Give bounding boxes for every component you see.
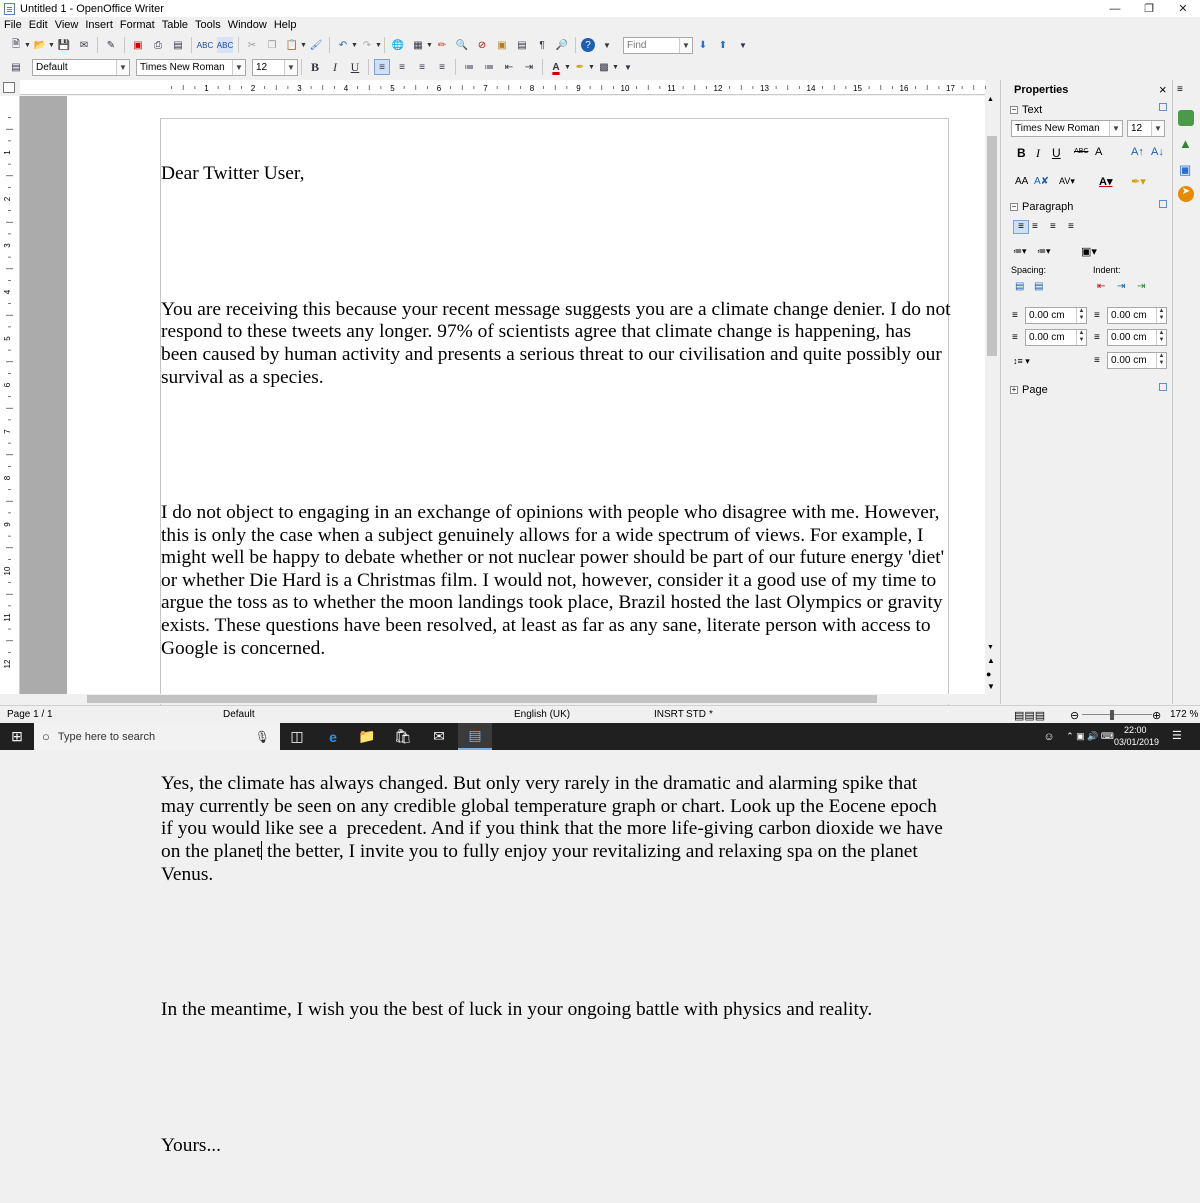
background-color-icon[interactable]: ▩ [599,61,609,73]
print-icon[interactable]: ⎙ [154,39,162,51]
chevron-down-icon[interactable]: ▼ [284,60,297,75]
chevron-down-icon[interactable]: ▼ [679,38,692,53]
paragraph-background-icon[interactable]: ▣▾ [1081,246,1097,258]
indent-before-value: 0.00 cm [1111,310,1147,321]
font-size-value: 12 [256,61,268,73]
ruler-number: 10 [620,84,630,93]
grow-font-icon[interactable]: A↑ [1131,146,1144,158]
minimize-button[interactable]: — [1109,2,1121,15]
ruler-number: 7 [483,84,488,93]
font-color-icon[interactable]: A [552,61,560,73]
properties-sidebar [1000,80,1172,704]
export-pdf-icon[interactable]: ▣ [133,39,143,51]
ruler-number: 1 [204,84,209,93]
align-center-icon[interactable]: ≡ [399,61,405,73]
tab-stop-selector[interactable] [3,82,15,93]
show-draw-functions-icon[interactable]: ✏ [437,39,447,51]
decrease-spacing-icon[interactable]: ▤ [1034,281,1044,292]
page-count: Page 1 / 1 [7,709,53,720]
copy-icon[interactable]: ❐ [267,39,277,51]
navigator-tab-icon[interactable]: ➤ [1178,186,1194,202]
clock-date[interactable]: 03/01/2019 [1114,737,1160,747]
font-size-select[interactable] [252,59,298,76]
spacing-above-value: 0.00 cm [1029,310,1065,321]
taskbar-search-box[interactable] [34,723,280,750]
new-document-icon[interactable]: 🗎 [11,38,21,50]
zoom-slider-handle[interactable] [1110,710,1114,720]
insert-mode[interactable]: INSRT [654,709,684,720]
zoom-percent[interactable]: 172 % [1170,709,1199,720]
navigation-icon[interactable]: ● [986,669,992,679]
store-icon[interactable]: 🛍 [394,728,412,744]
title-bar [0,0,1200,17]
font-name-value: Times New Roman [140,61,225,73]
spin-icon[interactable]: ▲ ▼ [1156,308,1166,323]
justify-icon[interactable]: ≡ [439,61,445,73]
scroll-up-icon[interactable]: ▲ [987,96,994,103]
status-bar [0,705,1200,723]
language[interactable]: English (UK) [514,709,571,720]
highlighting-icon[interactable]: ✒ [575,61,585,73]
redo-icon[interactable]: ↷ [362,39,372,51]
first-line-indent-icon: ≡ [1094,355,1100,366]
horizontal-scroll-thumb[interactable] [87,695,877,703]
horizontal-scrollbar[interactable] [67,694,985,704]
page-section-header[interactable] [1010,384,1048,396]
sidebar-font-size-value: 12 [1131,123,1143,134]
file-explorer-icon[interactable]: 📁 [358,728,376,744]
ruler-number: 9 [3,522,12,527]
ruler-number: 2 [250,84,256,93]
menu-file[interactable]: File [4,19,22,31]
ruler-number: 8 [529,84,535,93]
window-title: Untitled 1 - OpenOffice Writer [20,2,164,15]
table-icon[interactable]: ▦ [413,39,423,51]
sidebar-menu-icon[interactable]: ≡ [1177,84,1183,95]
open-folder-icon[interactable]: 📂 [33,39,47,51]
bold-icon[interactable]: B [310,59,319,74]
ruler-number: 6 [3,382,12,388]
ruler-number: 5 [390,84,395,93]
sidebar-italic-icon[interactable]: I [1036,146,1040,160]
menu-window[interactable]: Window [227,19,267,31]
openoffice-writer-taskbar-icon[interactable]: ▤ [458,723,492,750]
increase-spacing-icon[interactable]: ▤ [1015,281,1025,292]
text-section-label: Text [1022,104,1043,116]
notifications-icon[interactable]: ☰ [1172,730,1182,742]
paragraph-closing[interactable]: Yours... [161,1134,221,1156]
bullets-icon[interactable]: ≔ [484,61,494,73]
close-window-button[interactable]: ✕ [1178,3,1188,15]
before-indent-icon: ≡ [1094,310,1100,321]
find-previous-icon[interactable]: ⬆ [718,39,728,51]
chevron-down-icon[interactable]: ▼ [1109,121,1122,136]
hanging-indent-icon[interactable]: ⇥ [1137,281,1146,292]
toolbar-overflow-icon[interactable]: ▼ [603,40,611,50]
sidebar-deck-tabs [1172,80,1200,704]
align-left-icon[interactable]: ≡ [374,59,390,75]
strikethrough-icon[interactable]: ABC [1074,148,1089,155]
spacing-below-value: 0.00 cm [1029,332,1065,343]
spacing-label: Spacing: [1011,265,1047,275]
clear-formatting-icon[interactable]: A✘ [1034,176,1050,187]
spin-icon[interactable]: ▲ ▼ [1156,353,1166,368]
styles-formatting-icon[interactable]: ▤ [11,61,21,73]
gallery-icon[interactable]: ▣ [497,39,507,51]
navigator-icon[interactable]: ⊘ [477,39,487,51]
line-spacing-icon[interactable]: ↕≡ ▾ [1013,356,1030,366]
numbering-icon[interactable]: ≔ [464,61,474,73]
indent-after-input[interactable] [1107,329,1167,346]
edge-browser-icon[interactable]: e [329,728,337,745]
search-icon: ○ [42,729,50,744]
find-input[interactable] [623,37,693,54]
vertical-ruler-ticks [0,96,20,694]
more-options-icon[interactable] [1159,383,1167,391]
paragraph-4[interactable]: In the meantime, I wish you the best of luck in your ongoing battle with physics and reality. [161,999,873,1021]
gallery-tab-icon[interactable]: ▣ [1179,162,1192,177]
indent-after-value: 0.00 cm [1111,332,1147,343]
scroll-down-icon[interactable]: ▼ [987,644,994,651]
autospellcheck-icon[interactable]: ABC [217,37,233,53]
sidebar-align-center-icon[interactable]: ≡ [1032,221,1038,232]
formatting-toolbar: ▤ Default ▼ Times New Roman ▼ 12 ▼ B I U ≡ ≡ ≡ ≡ ≔ ≔ ⇤ ⇥ A ▼ ✒ ▼ ▩ ▼ ▼ [0,56,1200,78]
vertical-ruler[interactable] [0,96,20,694]
spin-icon[interactable]: ▲ ▼ [1076,308,1086,323]
close-sidebar-icon[interactable]: × [1159,82,1167,97]
ruler-number: 14 [806,84,816,93]
sidebar-align-left-icon[interactable]: ≡ [1013,220,1029,234]
horizontal-ruler[interactable] [20,80,985,95]
people-icon[interactable]: ☺ [1043,730,1055,743]
mail-icon[interactable]: ✉ [433,728,445,744]
clone-formatting-icon[interactable]: 🖌 [309,39,323,51]
microphone-icon[interactable]: 🎙 [254,729,270,744]
chevron-down-icon[interactable]: ▼ [116,60,129,75]
ruler-number: 4 [343,84,349,93]
ruler-number: 9 [576,84,581,93]
zoom-out-icon[interactable]: ⊖ [1070,710,1080,722]
paragraph-blank [161,231,951,254]
paragraph-blank [161,931,951,954]
menu-insert[interactable]: Insert [85,19,113,31]
help-icon[interactable]: ? [581,38,595,52]
ruler-number: 3 [3,243,12,248]
paragraph-section-label: Paragraph [1022,201,1074,213]
zoom-slider[interactable] [1082,714,1152,715]
font-name-select[interactable] [136,59,246,76]
decrease-indent-icon[interactable]: ⇤ [504,61,514,73]
zoom-icon[interactable]: 🔎 [555,39,569,51]
ruler-number: 1 [3,150,12,155]
first-line-indent-input[interactable] [1107,352,1167,369]
find-next-icon[interactable]: ⬇ [698,39,708,51]
sidebar-underline-icon[interactable]: U [1052,146,1061,160]
find-placeholder: Find [627,39,647,51]
ruler-number: 13 [760,84,769,93]
increase-indent-icon[interactable]: ⇥ [524,61,534,73]
menu-help[interactable]: Help [273,19,297,31]
ruler-number: 2 [3,196,12,202]
paragraph-3-part-a: Yes, the climate has always changed. But only very rarely in the dramatic and alarming spike that may currently be seen on any credible global temperature graph or chart. Look up the Eocene epoch if you would like see a precedent. And if you think that the more life-giving carbon dioxide we have on the planet [161,773,948,862]
cut-icon[interactable]: ✂ [247,39,257,51]
expand-icon[interactable]: + [1011,385,1017,394]
print-preview-icon[interactable]: ▤ [173,39,183,51]
selection-mode[interactable]: STD [686,709,706,720]
menu-tools[interactable]: Tools [195,19,221,31]
windows-start-icon[interactable]: ⊞ [11,728,23,744]
undo-icon[interactable]: ↶ [338,39,348,51]
horizontal-ruler-ticks [20,80,985,95]
more-options-icon[interactable] [1159,103,1167,111]
ruler-number: 12 [713,84,723,93]
collapse-icon[interactable]: − [1011,202,1017,211]
indent-label: Indent: [1093,265,1121,275]
text-section-header[interactable] [1010,104,1042,116]
ruler-number: 10 [3,566,12,576]
below-spacing-icon: ≡ [1012,332,1018,343]
styles-tab-icon[interactable]: ▲ [1179,136,1192,151]
underline-icon[interactable]: U [350,59,360,74]
ruler-number: 11 [667,84,676,93]
shrink-font-icon[interactable]: A↓ [1151,146,1164,158]
spellcheck-icon[interactable]: ABC [196,40,214,50]
clock-time[interactable]: 22:00 [1124,725,1147,735]
spin-icon[interactable]: ▲ ▼ [1076,330,1086,345]
paragraph-section-header[interactable] [1010,201,1073,213]
italic-icon[interactable]: I [333,59,337,74]
above-spacing-icon: ≡ [1012,310,1018,321]
document-body[interactable] [161,118,956,1203]
collapse-icon[interactable]: − [1011,105,1017,114]
menu-table[interactable]: Table [161,19,189,31]
save-icon[interactable]: 💾 [57,39,71,51]
chevron-down-icon[interactable]: ▼ [1151,121,1164,136]
data-sources-icon[interactable]: ▤ [517,39,527,51]
paragraph-blank [161,434,951,457]
sidebar-align-right-icon[interactable]: ≡ [1050,221,1056,232]
ruler-number: 5 [3,336,12,341]
ruler-number: 3 [297,84,302,93]
ruler-number: 15 [853,84,862,93]
ruler-number: 11 [3,613,12,622]
menu-bar [0,17,1200,33]
sidebar-justify-icon[interactable]: ≡ [1068,221,1074,232]
ruler-number: 8 [3,475,12,481]
paragraph-blank [161,1067,951,1090]
view-layout-icons[interactable]: ▤▤▤ [1014,710,1046,722]
chevron-down-icon[interactable]: ▼ [232,60,245,75]
spacing-below-input[interactable] [1025,329,1087,346]
paragraph-greeting[interactable]: Dear Twitter User, [161,163,305,185]
first-line-value: 0.00 cm [1111,355,1147,366]
edit-file-icon[interactable]: ✎ [106,39,116,51]
vertical-scroll-thumb[interactable] [987,136,997,356]
font-effects-icon[interactable]: AA [1015,176,1029,187]
ruler-number: 4 [3,289,12,295]
zoom-in-icon[interactable]: ⊕ [1152,710,1162,722]
sidebar-font-color-icon[interactable]: A▾ [1099,176,1113,188]
indent-before-input[interactable] [1107,307,1167,324]
ruler-number: 17 [946,84,955,93]
system-tray-icons[interactable]: ⌃ ▣ 🔊 ⌨ [1066,731,1114,741]
decrease-indent-sb-icon[interactable]: ⇥ [1117,281,1126,292]
ruler-number: 6 [436,84,442,93]
hyperlink-icon[interactable]: 🌐 [391,39,405,51]
sidebar-font-name-value: Times New Roman [1015,123,1100,134]
sidebar-highlight-icon[interactable]: ✒▾ [1131,176,1146,188]
shadow-icon[interactable]: A [1095,146,1103,158]
page-section-label: Page [1022,384,1048,396]
ruler-number: 12 [3,659,12,669]
standard-toolbar: 🗎 ▼ 📂 ▼ 💾 ✉ ✎ ▣ ⎙ ▤ ABC ABC ✂ ❐ 📋 ▼ 🖌 ↶ ▼ ↷ ▼ 🌐 ▦ ▼ ✏ 🔍 ⊘ ▣ ▤ ¶ 🔎 ? ▼ Find ▼ ⬇ ⬆ ▼ [0,34,1200,56]
paragraph-2[interactable]: I do not object to engaging in an exchange of opinions with people who disagree with me. However, this is only the case when a subject genuinely allows for a wide spectrum of views. For example, I might well be happy to debate whether or not nuclear power should be part of our future energy 'diet' or whether Die Hard is a Christmas film. I would not, however, consider it a good use of my time to argue the toss as to whether the moon landings took place, Brazil hosted the last Olympics or gravity exists. These questions have been resolved, at least as far as any sane, literate person with access to Google is concerned. [161,502,949,659]
after-indent-icon: ≡ [1094,332,1100,343]
page-margin-area [20,96,67,694]
increase-indent-sb-icon[interactable]: ⇤ [1097,281,1106,292]
paste-icon[interactable]: 📋 [285,39,299,51]
email-icon[interactable]: ✉ [79,39,89,51]
writer-app-icon [4,3,15,15]
sidebar-bold-icon[interactable]: B [1017,146,1026,160]
paragraph-3-part-b: the better, I invite you to fully enjoy your revitalizing and relaxing spa on the planet Venus. [161,841,923,885]
paragraph-style-select[interactable] [32,59,130,76]
formatting-marks-icon[interactable]: ¶ [539,39,545,51]
sidebar-bullets-icon[interactable]: ≔▾ [1013,246,1027,256]
sidebar-numbering-icon[interactable]: ≔▾ [1037,246,1051,256]
find-replace-icon[interactable]: 🔍 [455,39,469,51]
spin-icon[interactable]: ▲ ▼ [1156,330,1166,345]
ruler-number: 7 [3,429,12,434]
previous-page-icon[interactable]: ▲ [987,656,995,665]
spacing-above-input[interactable] [1025,307,1087,324]
restore-button[interactable]: ❐ [1144,3,1154,15]
vertical-scrollbar[interactable] [985,96,999,694]
next-page-icon[interactable]: ▼ [987,682,995,691]
align-right-icon[interactable]: ≡ [419,61,425,73]
sidebar-font-name[interactable] [1011,120,1123,137]
document-modified-icon: * [709,709,713,720]
ruler-number: 16 [899,84,909,93]
more-options-icon[interactable] [1159,200,1167,208]
windows-taskbar [0,723,1200,750]
search-placeholder: Type here to search [57,730,156,743]
sidebar-title: Properties [1014,84,1069,96]
paragraph-3[interactable] [161,773,951,886]
character-spacing-icon[interactable]: AV▾ [1059,176,1075,186]
formatting-overflow-icon[interactable]: ▼ [624,62,632,72]
page-style[interactable]: Default [223,709,255,720]
task-view-icon[interactable]: ◫ [290,728,304,744]
menu-edit[interactable]: Edit [28,19,48,31]
paragraph-1[interactable]: You are receiving this because your recent message suggests you are a climate change denier. I do not respond to these tweets any longer. 97% of scientists agree that climate change is happening, has been caused by human activity and presents a serious threat to our civilisation and quite possibly our survival as a species. [161,298,956,388]
paragraph-style-value: Default [36,61,68,73]
menu-view[interactable]: View [54,19,79,31]
find-toolbar-overflow-icon[interactable]: ▼ [739,40,747,50]
sidebar-font-size[interactable] [1127,120,1165,137]
properties-tab-icon[interactable] [1178,110,1194,126]
menu-format[interactable]: Format [119,19,155,31]
